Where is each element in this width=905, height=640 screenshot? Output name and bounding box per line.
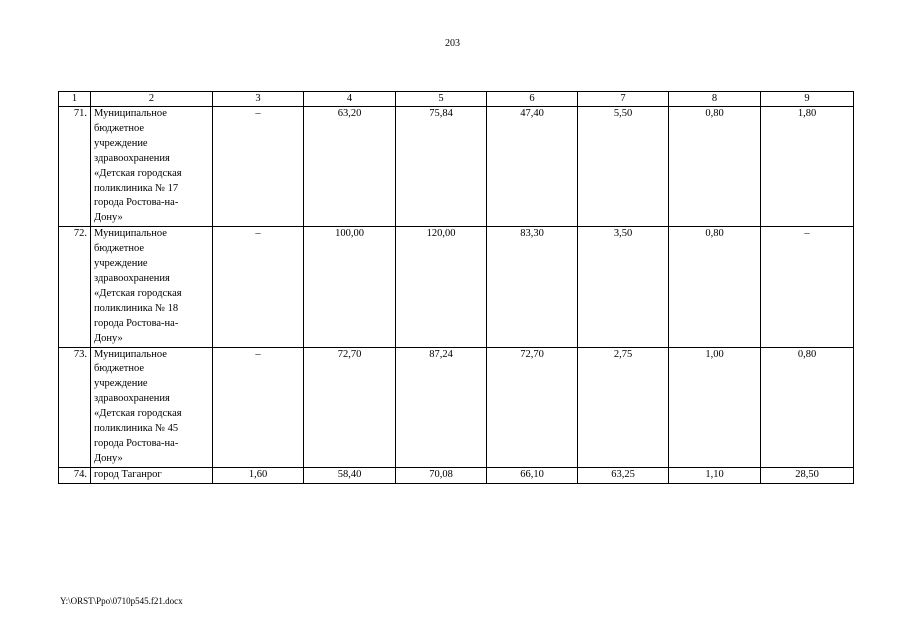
table-row <box>59 347 854 467</box>
name-line: Дону» <box>94 452 123 464</box>
institution-name <box>91 227 213 347</box>
row-number: 72. <box>59 227 91 347</box>
value-cell: 72,70 <box>304 347 396 467</box>
value-cell: 1,00 <box>669 347 761 467</box>
row-number: 71. <box>59 107 91 227</box>
value-cell: 28,50 <box>761 467 854 483</box>
value-cell: 0,80 <box>669 227 761 347</box>
value-cell: 1,80 <box>761 107 854 227</box>
name-line: Муниципальное <box>94 348 167 360</box>
name-line: Муниципальное <box>94 228 167 240</box>
name-line: «Детская городская <box>94 408 182 420</box>
name-line: Муниципальное <box>94 108 167 119</box>
value-cell: – <box>213 227 304 347</box>
value-cell: – <box>213 107 304 227</box>
name-line: Дону» <box>94 212 123 224</box>
value-cell: 47,40 <box>487 107 578 227</box>
name-line: поликлиника № 17 <box>94 182 179 194</box>
value-cell: 0,80 <box>761 347 854 467</box>
name-line: учреждение <box>94 137 148 149</box>
column-header: 9 <box>761 92 854 107</box>
footer-file-path: Y:\ORST\Ppo\0710p545.f21.docx <box>60 596 183 606</box>
value-cell: 3,50 <box>578 227 669 347</box>
name-line: города Ростова-на- <box>94 317 179 329</box>
name-line: «Детская городская <box>94 287 182 299</box>
value-cell: 63,25 <box>578 467 669 483</box>
name-line: города Ростова-на- <box>94 197 179 209</box>
column-header: 1 <box>59 92 91 107</box>
table-row <box>59 467 854 483</box>
value-cell: 58,40 <box>304 467 396 483</box>
value-cell: – <box>213 347 304 467</box>
row-number: 73. <box>59 347 91 467</box>
value-cell: 63,20 <box>304 107 396 227</box>
value-cell: 2,75 <box>578 347 669 467</box>
column-header: 6 <box>487 92 578 107</box>
institution-name <box>91 347 213 467</box>
column-header: 2 <box>91 92 213 107</box>
value-cell: 1,60 <box>213 467 304 483</box>
data-table <box>58 91 854 484</box>
name-line: поликлиника № 18 <box>94 302 179 314</box>
name-line: города Ростова-на- <box>94 437 179 449</box>
institution-name <box>91 467 213 483</box>
column-header: 5 <box>396 92 487 107</box>
name-line: бюджетное <box>94 243 145 255</box>
value-cell: 5,50 <box>578 107 669 227</box>
value-cell: 87,24 <box>396 347 487 467</box>
header-row <box>59 92 854 107</box>
page-number: 203 <box>445 38 460 49</box>
value-cell: 0,80 <box>669 107 761 227</box>
name-line: поликлиника № 45 <box>94 423 179 435</box>
value-cell: 72,70 <box>487 347 578 467</box>
column-header: 4 <box>304 92 396 107</box>
column-header: 8 <box>669 92 761 107</box>
name-line: здравоохранения <box>94 393 170 405</box>
value-cell: 100,00 <box>304 227 396 347</box>
value-cell: 1,10 <box>669 467 761 483</box>
row-number: 74. <box>59 467 91 483</box>
value-cell: 120,00 <box>396 227 487 347</box>
institution-name <box>91 107 213 227</box>
name-line: учреждение <box>94 258 148 270</box>
value-cell: 70,08 <box>396 467 487 483</box>
value-cell: 66,10 <box>487 467 578 483</box>
name-line: Дону» <box>94 332 123 344</box>
column-header: 7 <box>578 92 669 107</box>
table-row <box>59 227 854 347</box>
value-cell: – <box>761 227 854 347</box>
name-line: бюджетное <box>94 363 145 375</box>
value-cell: 83,30 <box>487 227 578 347</box>
name-line: город Таганрог <box>94 468 162 480</box>
name-line: учреждение <box>94 378 148 390</box>
column-header: 3 <box>213 92 304 107</box>
value-cell: 75,84 <box>396 107 487 227</box>
name-line: здравоохранения <box>94 272 170 284</box>
name-line: бюджетное <box>94 122 145 134</box>
name-line: «Детская городская <box>94 167 182 179</box>
table-row <box>59 107 854 227</box>
name-line: здравоохранения <box>94 152 170 164</box>
